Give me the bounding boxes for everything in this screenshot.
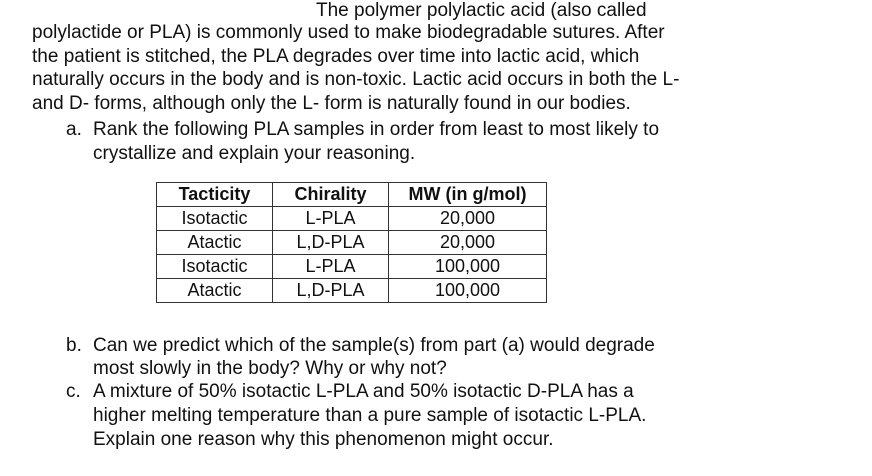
table-cell: L-PLA <box>273 255 389 279</box>
table-cell: Atactic <box>157 231 273 255</box>
question-letter: a. <box>66 119 82 140</box>
column-header-tacticity: Tacticity <box>157 183 273 207</box>
question-text-line: Rank the following PLA samples in order from least to most likely to <box>93 119 660 140</box>
column-header-mw: MW (in g/mol) <box>389 183 547 207</box>
intro-line: naturally occurs in the body and is non-toxic. Lactic acid occurs in both the L- <box>32 69 680 90</box>
question-text-line: Can we predict which of the sample(s) from part (a) would degrade <box>93 335 655 356</box>
question-letter: b. <box>66 335 82 356</box>
table-row <box>157 207 547 231</box>
question-text-line: Explain one reason why this phenomenon might occur. <box>93 429 554 450</box>
question-text-line: higher melting temperature than a pure sample of isotactic L-PLA. <box>93 405 647 426</box>
table-cell: Atactic <box>157 279 273 303</box>
table-cell: 100,000 <box>389 279 547 303</box>
table-cell: L,D-PLA <box>273 231 389 255</box>
table-cell: L-PLA <box>273 207 389 231</box>
intro-line: polylactide or PLA) is commonly used to make biodegradable sutures. After <box>32 22 665 43</box>
table-header-row <box>157 183 547 207</box>
intro-line: The polymer polylactic acid (also called <box>316 0 647 21</box>
table-row <box>157 279 547 303</box>
table-cell: Isotactic <box>157 207 273 231</box>
table-cell: 100,000 <box>389 255 547 279</box>
question-letter: c. <box>66 381 81 402</box>
intro-line: and D- forms, although only the L- form is naturally found in our bodies. <box>32 93 631 114</box>
table-cell: 20,000 <box>389 231 547 255</box>
question-text-line: most slowly in the body? Why or why not? <box>93 358 447 379</box>
table-row <box>157 231 547 255</box>
question-text-line: A mixture of 50% isotactic L-PLA and 50% isotactic D-PLA has a <box>93 381 634 402</box>
table-cell: 20,000 <box>389 207 547 231</box>
intro-line: the patient is stitched, the PLA degrades over time into lactic acid, which <box>32 46 640 67</box>
question-text-line: crystallize and explain your reasoning. <box>93 143 416 164</box>
column-header-chirality: Chirality <box>273 183 389 207</box>
table-row <box>157 255 547 279</box>
table-cell: L,D-PLA <box>273 279 389 303</box>
pla-samples-table <box>156 182 547 303</box>
table-cell: Isotactic <box>157 255 273 279</box>
